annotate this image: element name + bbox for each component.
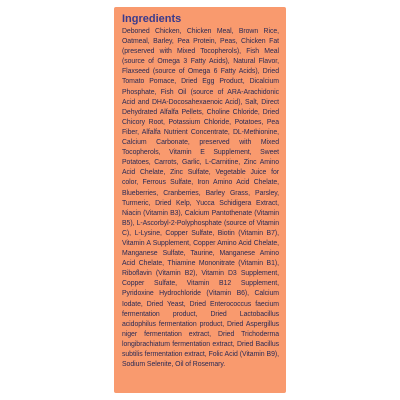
ingredients-title: Ingredients [122, 13, 182, 25]
ingredients-list: Deboned Chicken, Chicken Meal, Brown Rice, Oatmeal, Barley, Pea Protein, Peas, Chicken Fat (preserved with Mixed Tocopherols), Fish Meal (source of Omega 3 Fatty Acids), Natural Flavor, Flaxseed (source of Omega 6 Fatty Acids), Dried Tomato Pomace, Dried Egg Product, Dicalcium Phosphate, Fish Oil (source of ARA-Arachidonic Acid and DHA-Docosahexaenoic Acid), Salt, Direct Dehydrated Alfalfa Pellets, Choline Chloride, Dried Chicory Root, Potassium Chloride, Potatoes, Pea Fiber, Alfalfa Nutrient Concentrate, DL-Methionine, Calcium Carbonate, preserved with Mixed Tocopherols, Vitamin E Supplement, Sweet Potatoes, Carrots, Garlic, L-Carnitine, Zinc Amino Acid Chelate, Zinc Sulfate, Vegetable Juice for color, Ferrous Sulfate, Iron Amino Acid Chelate, Blueberries, Cranberries, Barley Grass, Parsley, Turmeric, Dried Kelp, Yucca Schidigera Extract, Niacin (Vitamin B3), Calcium Pantothenate (Vitamin B5), L-Ascorbyl-2-Polyphosphate (source of Vitamin C), L-Lysine, Copper Sulfate, Biotin (Vitamin B7), Vitamin A Supplement, Copper Amino Acid Chelate, Manganese Sulfate, Taurine, Manganese Amino Acid Chelate, Thiamine Mononitrate (Vitamin B1), Riboflavin (Vitamin B2), Vitamin D3 Supplement, Copper Sulfate, Vitamin B12 Supplement, Pyridoxine Hydrochloride (Vitamin B6), Calcium Iodate, Dried Yeast, Dried Enterococcus faecium fermentation product, Dried Lactobacillus acidophilus fermentation product, Dried Aspergillus niger fermentation extract, Dried Trichoderma longibrachiatum fermentation extract, Dried Bacillus subtilis fermentation extract, Folic Acid (Vitamin B9), Sodium Selenite, Oil of Rosemary. [122, 28, 279, 369]
ingredients-panel [114, 7, 286, 393]
